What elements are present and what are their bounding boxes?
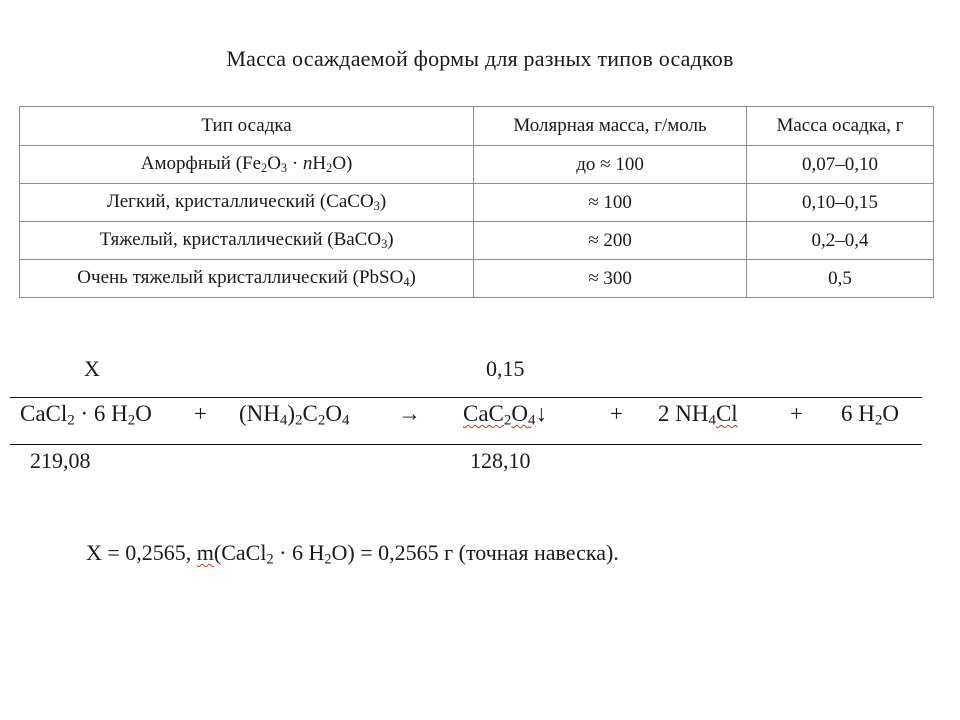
page-title: Масса осаждаемой формы для разных типов осадков (226, 46, 734, 71)
equation-arrow: → (398, 401, 421, 426)
cell-type: Легкий, кристаллический (CaCO$_3$) (20, 184, 474, 222)
spellcheck-underline: Cl (715, 401, 738, 426)
cell-type: Тяжелый, кристаллический (BaCO$_3$) (20, 222, 474, 260)
equation-plus: + (790, 401, 803, 426)
equation-bottom-rule (10, 444, 922, 445)
equation-above-product: 0,15 (486, 356, 525, 381)
cell-type: Аморфный $(Fe_2O_3 \cdot nH_2O)$ (20, 146, 474, 184)
result-line: X = 0,2565, m(CaCl$_2$ · 6 $H_2O) = 0,2565$ г (точная навеска). (86, 540, 619, 568)
table-header-row (20, 107, 934, 146)
cell-molar: ≈ 300 (474, 260, 747, 298)
cell-mass: 0,10–0,15 (746, 184, 933, 222)
cell-mass: 0,2–0,4 (746, 222, 933, 260)
spellcheck-underline: m (196, 540, 214, 565)
equation-molar-mass-product: 128,10 (470, 448, 531, 473)
table-row (20, 260, 934, 298)
equation-term-cacl2: CaCl$_2$ · 6 $H_2O$ (20, 401, 152, 429)
equation-plus: + (194, 401, 207, 426)
equation-molar-mass-reactant: 219,08 (30, 448, 91, 473)
equation-above-reactant: X (84, 356, 100, 381)
cell-mass: 0,07–0,10 (746, 146, 933, 184)
equation-term-ammonium-chloride: 2 $NH_4Cl$ (658, 401, 738, 429)
cell-type: Очень тяжелый кристаллический (PbSO$_4$) (20, 260, 474, 298)
equation-term-water: 6 $H_2O$ (841, 401, 899, 429)
equation-plus: + (610, 401, 623, 426)
header-precipitate-mass: Масса осадка, г (746, 107, 933, 146)
equation-term-calcium-oxalate: $CaC_2O_4↓$ (463, 401, 547, 429)
cell-molar: ≈ 100 (474, 184, 747, 222)
equation-term-ammonium-oxalate: $(NH_4)_2C_2O_4$ (239, 401, 350, 429)
header-precipitate-type: Тип осадка (20, 107, 474, 146)
table-row (20, 184, 934, 222)
table-row (20, 222, 934, 260)
table-row (20, 146, 934, 184)
equation-top-rule (10, 397, 922, 398)
cell-mass: 0,5 (746, 260, 933, 298)
precipitate-table (19, 106, 934, 298)
header-molar-mass: Молярная масса, г/моль (474, 107, 747, 146)
spellcheck-underline: $CaC_2O_4$ (463, 401, 536, 429)
cell-molar: ≈ 200 (474, 222, 747, 260)
cell-molar: до ≈ 100 (474, 146, 747, 184)
